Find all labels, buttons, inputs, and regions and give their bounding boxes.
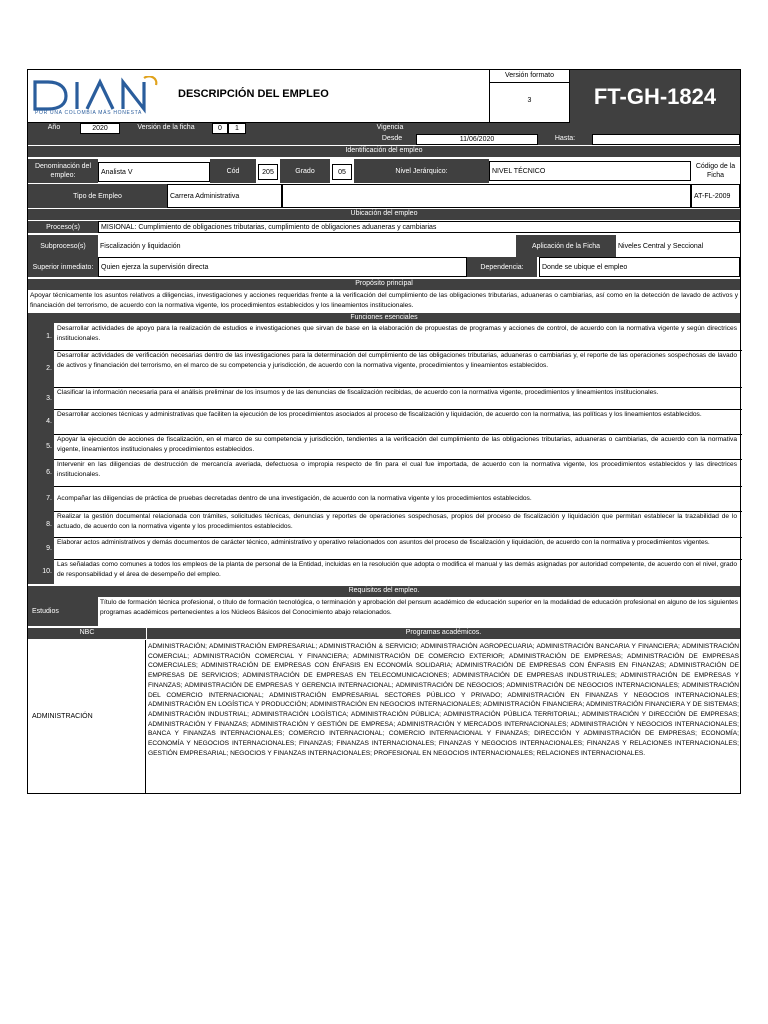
nivel-label: Nivel Jerárquico:	[354, 159, 489, 183]
codigo-ficha-value: AT-FL-2009	[691, 184, 740, 208]
programas-header: Programas académicos.	[146, 628, 740, 639]
funcion-text: Desarrollar acciones técnicas y administrativas que faciliten la ejecución de los procedimientos asociados al proceso de fiscalización y liquidación, de acuerdo con la normativa, las políticas y los lineamientos establecidos.	[57, 411, 702, 418]
funcion-text: Intervenir en las diligencias de destrucción de mercancía averiada, defectuosa o impropia respecto de fin para el cual fue importada, de acuerdo con la normativa vigente, los procedimientos establecidos y las directrices institucionales.	[57, 461, 737, 478]
nbc-value: ADMINISTRACIÓN	[28, 640, 146, 793]
version-formato-label: Versión formato	[490, 70, 569, 83]
hasta-value	[592, 134, 740, 145]
anio-label: Año	[28, 123, 80, 134]
desde-label: Desde	[368, 134, 416, 145]
ubicacion-section-title: Ubicación del empleo	[28, 209, 740, 220]
hasta-label: Hasta:	[538, 134, 592, 145]
funcion-number: 2.	[28, 350, 54, 387]
funcion-text: Acompañar las diligencias de práctica de pruebas decretadas dentro de una investigación, de acuerdo con la normativa vigente y los procedimientos establecidos.	[57, 494, 532, 502]
funcion-number: 9.	[28, 537, 54, 559]
form-code-box	[569, 70, 740, 123]
denominacion-value: Analista V	[98, 162, 210, 182]
estudios-text: Título de formación técnica profesional, o título de formación tecnológica, o terminación y aprobación del pensum académico de educación superior en la modalidad de educación profesional en alguno de los siguientes programas académicos pertenecientes a los Núcleos Básicos del Conocimiento abajo relacionados.	[100, 599, 738, 616]
funcion-number: 7.	[28, 486, 54, 511]
grado-label: Grado	[280, 159, 330, 183]
cod-value: 205	[258, 164, 278, 180]
funcion-text: Las señaladas como comunes a todos los empleos de la planta de personal de la Entidad, incluidas en la resolución que adopta o modifica el manual y las demás asignadas por autoridad competente, de acuerdo con el nivel, grado de responsabilidad y el área de desempeño del empleo.	[57, 561, 737, 578]
tipo-empleo-value: Carrera Administrativa	[167, 184, 282, 208]
document-title: DESCRIPCIÓN DEL EMPLEO	[178, 88, 329, 100]
funcion-text: Realizar la gestión documental relacionada con trámites, solicitudes técnicas, denuncias y reportes de operaciones sospechosas, propios del proceso de fiscalización y liquidación que permitan establecer la trazabilidad de lo actuado, de acuerdo con la normativa vigente y los procedimientos establecidos.	[57, 513, 737, 530]
funcion-text: Desarrollar actividades de apoyo para la realización de estudios e investigaciones que sirvan de base en la elaboración de propuestas de programas y acciones de control, de acuerdo con la normativa vigente y según directrices institucionales.	[57, 325, 737, 342]
version-ficha-a: 0	[212, 123, 228, 134]
funcion-number: 4.	[28, 409, 54, 434]
superior-label: Superior inmediato:	[28, 257, 98, 277]
funcion-text: Clasificar la información necesaria para el análisis preliminar de los insumos y de las denuncias de fiscalización recibidas, de acuerdo con la normativa vigente, procedimientos y lineamientos institucionales.	[57, 389, 659, 396]
header-row	[28, 70, 740, 123]
version-formato-box	[489, 70, 569, 123]
subproceso-label: Subproceso(s)	[28, 235, 98, 257]
programas-text: ADMINISTRACIÓN; ADMINISTRACIÓN EMPRESARIAL; ADMINISTRACIÓN & SERVICIO; ADMINISTRACIÓN AGROPECUARIA; ADMINISTRACIÓN BANCARIA Y FINANCIERA; ADMINISTRACIÓN COMERCIAL; ADMINISTRACIÓN COMERCIAL Y FINANCIERA; ADMINISTRACIÓN DE COMERCIO EXTERIOR; ADMINISTRACIÓN DE EMPRESAS; ADMINISTRACIÓN DE EMPRESAS COMERCIALES; ADMINISTRACIÓN DE EMPRESAS CON ÉNFASIS EN ECONOMÍA SOLIDARIA; ADMINISTRACIÓN DE EMPRESAS CON ÉNFASIS EN FINANZAS; ADMINISTRACIÓN DE EMPRESAS DE SERVICIOS; ADMINISTRACIÓN DE EMPRESAS EN TELECOMUNICACIONES; ADMINISTRACIÓN DE EMPRESAS INDUSTRIALES; ADMINISTRACIÓN DE EMPRESAS Y FINANZAS; ADMINISTRACIÓN DE EMPRESAS Y GERENCIA INTERNACIONAL; ADMINISTRACIÓN DE NEGOCIOS; ADMINISTRACIÓN DE NEGOCIOS INTERNACIONALES; ADMINISTRACIÓN DEL COMERCIO INTERNACIONAL; ADMINISTRACIÓN EMPRESARIAL SECTORES PÚBLICO Y PRIVADO; ADMINISTRACIÓN EN FINANZAS Y NEGOCIOS INTERNACIONALES; ADMINISTRACIÓN EN LOGÍSTICA Y PRODUCCIÓN; ADMINISTRACIÓN EN NEGOCIOS INTERNACIONALES; ADMINISTRACIÓN FINANCIERA; ADMINISTRACIÓN FINANCIERA Y DE SISTEMAS; ADMINISTRACIÓN INDUSTRIAL; ADMINISTRACIÓN LOGÍSTICA; ADMINISTRACIÓN PÚBLICA; ADMINISTRACIÓN PÚBLICA TERRITORIAL; ADMINISTRACIÓN Y DIRECCIÓN DE EMPRESAS; ADMINISTRACIÓN Y FINANZAS; ADMINISTRACIÓN Y GESTIÓN DE EMPRESA; ADMINISTRACIÓN Y MERCADOS INTERNACIONALES; ADMINISTRACIÓN Y NEGOCIOS INTERNACIONALES; BANCA Y FINANZAS INTERNACIONALES; COMERCIO INTERNACIONAL; COMERCIO INTERNACIONAL Y FINANZAS; DIRECCIÓN Y ADMINISTRACIÓN DE EMPRESAS; ECONOMÍA; ECONOMÍA Y NEGOCIOS INTERNACIONALES; FINANZAS; FINANZAS INTERNACIONALES; FINANZAS Y NEGOCIOS INTERNACIONALES; FINANZAS Y RELACIONES INTERNACIONALES; GESTIÓN EMPRESARIAL; NEGOCIOS Y FINANZAS INTERNACIONALES; PROFESIONAL EN NEGOCIOS INTERNACIONALES; RELACIONES INTERNACIONALES.	[148, 643, 739, 757]
logo-accent-icon	[144, 76, 156, 85]
estudios-label: Estudios	[28, 597, 98, 626]
meta-row2-spacer	[28, 134, 368, 145]
identificacion-section-title: Identificación del empleo	[28, 146, 740, 157]
funciones-section-title: Funciones esenciales	[28, 313, 740, 323]
form-code: FT-GH-1824	[593, 83, 717, 109]
funcion-number: 5.	[28, 434, 54, 459]
grado-value: 05	[332, 164, 352, 180]
funcion-number: 6.	[28, 459, 54, 486]
aplicacion-label: Aplicación de la Ficha	[516, 235, 616, 257]
funcion-number: 3.	[28, 387, 54, 409]
requisitos-section-title: Requisitos del empleo.	[28, 586, 740, 597]
proposito-section-title: Propósito principal	[28, 279, 740, 290]
nbc-header: NBC	[28, 628, 146, 639]
dependencia-label: Dependencia:	[467, 257, 537, 277]
meta-spacer	[246, 123, 740, 134]
job-description-form	[27, 69, 741, 794]
superior-value: Quien ejerza la supervisión directa	[98, 257, 467, 277]
version-ficha-b: 1	[228, 123, 246, 134]
dependencia-value: Donde se ubique el empleo	[539, 257, 740, 277]
nivel-value: NIVEL TÉCNICO	[489, 161, 691, 181]
subproceso-value: Fiscalización y liquidación	[98, 235, 516, 257]
funcion-number: 10.	[28, 559, 54, 584]
cod-label: Cód	[210, 159, 256, 183]
vigencia-label: Vigencia	[376, 124, 404, 131]
proceso-value: MISIONAL: Cumplimiento de obligaciones tributarias, cumplimiento de obligaciones aduaneras y cambiarias	[98, 221, 740, 233]
desde-value: 11/06/2020	[416, 134, 538, 145]
codigo-ficha-label: Código de la Ficha	[691, 159, 740, 183]
anio-value: 2020	[80, 123, 120, 134]
aplicacion-value: Niveles Central y Seccional	[616, 235, 740, 257]
proposito-text: Apoyar técnicamente los asuntos relativos a diligencias, investigaciones y acciones requeridas frente a la verificación del cumplimiento de las obligaciones tributarias, aduaneras o cambiarias, así como en la detección de lavado de activos y financiación del terrorismo, de acuerdo con la normativa vigente, los procedimientos establecidos y los lineamientos institucionales.	[30, 292, 738, 309]
tipo-empleo-label: Tipo de Empleo	[28, 184, 167, 208]
funcion-number: 1.	[28, 323, 54, 350]
funcion-text: Desarrollar actividades de verificación necesarias dentro de las investigaciones para la determinación del cumplimiento de las obligaciones tributarias, aduaneras o cambiarias y, el reporte de las operaciones sospechosas de lavado de activos y financiación del terrorismo, en el marco de su competencia y jurisdicción, de acuerdo con la normativa vigente, procedimientos y lineamientos establecidos.	[57, 352, 737, 369]
denominacion-label: Denominación del empleo:	[28, 159, 98, 183]
funcion-text: Apoyar la ejecución de acciones de fiscalización, en el marco de su competencia y jurisdicción, tendientes a la verificación del cumplimiento de las obligaciones tributarias, aduaneras o cambiarias, de acuerdo con la normativa vigente, lineamientos institucionales y procedimientos establecidos.	[57, 436, 737, 453]
version-formato-value: 3	[527, 97, 532, 104]
proceso-label: Proceso(s)	[28, 221, 98, 233]
tipo-empleo-filler	[282, 184, 691, 208]
funcion-number: 8.	[28, 511, 54, 537]
dian-logo	[32, 76, 166, 118]
funcion-text: Elaborar actos administrativos y demás documentos de carácter técnico, administrativo y operativo relacionados con asuntos del proceso de fiscalización y liquidación, de acuerdo con la normativa y procedimientos vigentes.	[57, 539, 710, 546]
version-ficha-label: Versión de la ficha	[120, 123, 212, 134]
logo-tagline: POR UNA COLOMBIA MÁS HONESTA	[35, 110, 143, 116]
